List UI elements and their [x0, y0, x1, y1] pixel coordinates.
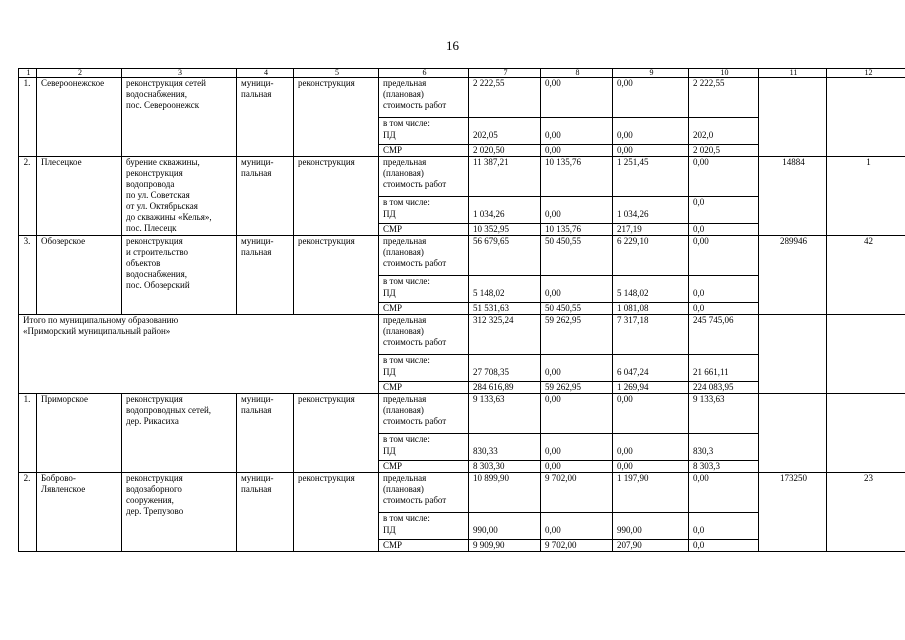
- column-12-value: 23: [827, 473, 905, 552]
- column-number: 11: [759, 69, 827, 78]
- cost-value: [689, 434, 759, 447]
- cost-value: 217,19: [613, 224, 689, 236]
- cost-value: 0,0: [689, 303, 759, 315]
- column-number: 3: [122, 69, 237, 78]
- cost-value: 1 269,94: [613, 382, 689, 394]
- cost-value: 0,00: [613, 145, 689, 157]
- cost-value: 0,00: [613, 461, 689, 473]
- cost-value: 0,00: [541, 78, 613, 118]
- cost-value: 2 222,55: [689, 78, 759, 118]
- column-number: 1: [19, 69, 37, 78]
- row-number: 1.: [19, 78, 37, 157]
- cost-value: 51 531,63: [469, 303, 541, 315]
- cost-label-including: в том числе:: [379, 513, 469, 526]
- cost-label-planned: предельная (плановая) стоимость работ: [379, 315, 469, 355]
- cost-value: 8 303,3: [689, 461, 759, 473]
- cost-value: 0,00: [613, 130, 689, 145]
- cost-value: 1 034,26: [613, 209, 689, 224]
- column-number: 9: [613, 69, 689, 78]
- cost-value: 0,00: [689, 157, 759, 197]
- column-number: 4: [237, 69, 294, 78]
- cost-value: 1 081,08: [613, 303, 689, 315]
- table-row: [19, 236, 905, 276]
- cost-value: 1 197,90: [613, 473, 689, 513]
- column-number: 5: [294, 69, 379, 78]
- municipality-name: Боброво- Лявленское: [37, 473, 122, 552]
- cost-value: 10 135,76: [541, 157, 613, 197]
- cost-value: [469, 434, 541, 447]
- column-number: 12: [827, 69, 905, 78]
- cost-value: 207,90: [613, 540, 689, 552]
- column-11-value: 14884: [759, 157, 827, 236]
- row-number: 2.: [19, 473, 37, 552]
- cost-value: [689, 209, 759, 224]
- cost-value: [689, 118, 759, 131]
- cost-label-including: в том числе:: [379, 434, 469, 447]
- cost-value: 830,3: [689, 446, 759, 461]
- cost-value: 6 047,24: [613, 367, 689, 382]
- column-12-value: [827, 78, 905, 157]
- cost-label-planned: предельная (плановая) стоимость работ: [379, 157, 469, 197]
- cost-value: 7 317,18: [613, 315, 689, 355]
- cost-value: [541, 118, 613, 131]
- column-12-value: 1: [827, 157, 905, 236]
- cost-label-smr: СМР: [379, 540, 469, 552]
- cost-value: [689, 513, 759, 526]
- cost-value: [613, 434, 689, 447]
- cost-label-smr: СМР: [379, 145, 469, 157]
- cost-value: 830,33: [469, 446, 541, 461]
- column-12-value: [827, 394, 905, 473]
- cost-value: 1 251,45: [613, 157, 689, 197]
- table-row: [19, 78, 905, 118]
- cost-value: [613, 197, 689, 210]
- work-type: реконструкция: [294, 157, 379, 236]
- cost-value: 245 745,06: [689, 315, 759, 355]
- column-number-row: [19, 69, 905, 78]
- cost-value: 990,00: [469, 525, 541, 540]
- ownership-type: муници- пальная: [237, 394, 294, 473]
- cost-value: 0,0: [689, 525, 759, 540]
- column-number: 6: [379, 69, 469, 78]
- cost-label-including: в том числе:: [379, 118, 469, 131]
- column-11-value: 173250: [759, 473, 827, 552]
- cost-value: 9 909,90: [469, 540, 541, 552]
- table-row: [19, 157, 905, 197]
- cost-value: 11 387,21: [469, 157, 541, 197]
- row-number: 3.: [19, 236, 37, 315]
- cost-value: [613, 355, 689, 368]
- cost-value: 0,00: [541, 394, 613, 434]
- total-label: Итого по муниципальному образованию «Приморский муниципальный район»: [19, 315, 379, 394]
- cost-label-planned: предельная (плановая) стоимость работ: [379, 473, 469, 513]
- cost-value: [469, 513, 541, 526]
- project-description: реконструкция и строительство объектов водоснабжения, пос. Обозерский: [122, 236, 237, 315]
- cost-value: [469, 276, 541, 289]
- cost-value: 0,00: [541, 446, 613, 461]
- work-type: реконструкция: [294, 236, 379, 315]
- cost-value: [689, 355, 759, 368]
- cost-value: 0,00: [541, 130, 613, 145]
- cost-value: 0,00: [613, 446, 689, 461]
- cost-label-including: в том числе:: [379, 197, 469, 210]
- column-12-value: 42: [827, 236, 905, 315]
- project-description: реконструкция водопроводных сетей, дер. Рикасиха: [122, 394, 237, 473]
- work-type: реконструкция: [294, 394, 379, 473]
- project-description: бурение скважины, реконструкция водопровода по ул. Советская от ул. Октябрьская до скважины «Келья», пос. Плесецк: [122, 157, 237, 236]
- cost-value: 202,05: [469, 130, 541, 145]
- cost-value: 0,0: [689, 224, 759, 236]
- cost-value: 5 148,02: [613, 288, 689, 303]
- cost-value: 0,0: [689, 288, 759, 303]
- row-number: 1.: [19, 394, 37, 473]
- cost-value: 0,00: [541, 461, 613, 473]
- cost-label-pd: ПД: [379, 525, 469, 540]
- cost-value: 0,00: [541, 525, 613, 540]
- cost-value: 27 708,35: [469, 367, 541, 382]
- cost-value: [689, 276, 759, 289]
- cost-value: [469, 118, 541, 131]
- column-11-value: 289946: [759, 236, 827, 315]
- cost-label-pd: ПД: [379, 367, 469, 382]
- cost-value: [613, 276, 689, 289]
- cost-value: [469, 355, 541, 368]
- cost-label-smr: СМР: [379, 461, 469, 473]
- row-number: 2.: [19, 157, 37, 236]
- cost-value: [541, 513, 613, 526]
- cost-label-including: в том числе:: [379, 276, 469, 289]
- cost-label-pd: ПД: [379, 288, 469, 303]
- cost-label-pd: ПД: [379, 130, 469, 145]
- cost-value: 0,00: [689, 473, 759, 513]
- cost-value: 284 616,89: [469, 382, 541, 394]
- cost-value: 9 702,00: [541, 540, 613, 552]
- cost-value: 8 303,30: [469, 461, 541, 473]
- cost-value: 59 262,95: [541, 382, 613, 394]
- cost-value: [541, 197, 613, 210]
- table-row: [19, 473, 905, 513]
- column-11-value: [759, 315, 827, 394]
- work-type: реконструкция: [294, 78, 379, 157]
- column-11-value: [759, 78, 827, 157]
- cost-value: 0,00: [541, 367, 613, 382]
- cost-label-pd: ПД: [379, 446, 469, 461]
- municipality-name: Плесецкое: [37, 157, 122, 236]
- cost-label-pd: ПД: [379, 209, 469, 224]
- cost-value: 1 034,26: [469, 209, 541, 224]
- cost-value: 0,00: [613, 78, 689, 118]
- project-description: реконструкция сетей водоснабжения, пос. Североонежск: [122, 78, 237, 157]
- cost-value: 5 148,02: [469, 288, 541, 303]
- cost-label-including: в том числе:: [379, 355, 469, 368]
- cost-value: 0,00: [541, 209, 613, 224]
- ownership-type: муници- пальная: [237, 78, 294, 157]
- ownership-type: муници- пальная: [237, 157, 294, 236]
- cost-value: 0,00: [541, 145, 613, 157]
- work-type: реконструкция: [294, 473, 379, 552]
- cost-value: 9 133,63: [469, 394, 541, 434]
- cost-value: 2 020,5: [689, 145, 759, 157]
- cost-value: 10 899,90: [469, 473, 541, 513]
- cost-value: 0,0: [689, 197, 759, 210]
- cost-value: 224 083,95: [689, 382, 759, 394]
- column-number: 10: [689, 69, 759, 78]
- cost-label-smr: СМР: [379, 382, 469, 394]
- cost-value: 2 020,50: [469, 145, 541, 157]
- municipality-name: Приморское: [37, 394, 122, 473]
- municipality-name: Обозерское: [37, 236, 122, 315]
- cost-value: 10 352,95: [469, 224, 541, 236]
- cost-value: 0,00: [613, 394, 689, 434]
- ownership-type: муници- пальная: [237, 473, 294, 552]
- cost-value: 9 702,00: [541, 473, 613, 513]
- cost-value: [469, 197, 541, 210]
- column-number: 8: [541, 69, 613, 78]
- cost-value: [613, 118, 689, 131]
- column-12-value: [827, 315, 905, 394]
- cost-value: 50 450,55: [541, 303, 613, 315]
- cost-value: 0,00: [541, 288, 613, 303]
- project-description: реконструкция водозаборного сооружения, дер. Трепузово: [122, 473, 237, 552]
- table-row: [19, 394, 905, 434]
- cost-label-smr: СМР: [379, 303, 469, 315]
- cost-value: 990,00: [613, 525, 689, 540]
- cost-value: 59 262,95: [541, 315, 613, 355]
- municipality-name: Североонежское: [37, 78, 122, 157]
- cost-value: 21 661,11: [689, 367, 759, 382]
- cost-value: [613, 513, 689, 526]
- cost-label-planned: предельная (плановая) стоимость работ: [379, 394, 469, 434]
- column-number: 2: [37, 69, 122, 78]
- cost-value: [541, 355, 613, 368]
- cost-value: 202,0: [689, 130, 759, 145]
- cost-value: 2 222,55: [469, 78, 541, 118]
- cost-value: [541, 276, 613, 289]
- cost-value: 50 450,55: [541, 236, 613, 276]
- column-number: 7: [469, 69, 541, 78]
- cost-value: 0,00: [689, 236, 759, 276]
- cost-label-smr: СМР: [379, 224, 469, 236]
- cost-value: [541, 434, 613, 447]
- cost-label-planned: предельная (плановая) стоимость работ: [379, 78, 469, 118]
- cost-value: 56 679,65: [469, 236, 541, 276]
- cost-value: 9 133,63: [689, 394, 759, 434]
- total-row: [19, 315, 905, 355]
- page-number: 16: [446, 38, 459, 53]
- ownership-type: муници- пальная: [237, 236, 294, 315]
- capital-works-table: [18, 68, 905, 552]
- cost-value: 312 325,24: [469, 315, 541, 355]
- column-11-value: [759, 394, 827, 473]
- cost-label-planned: предельная (плановая) стоимость работ: [379, 236, 469, 276]
- cost-value: 10 135,76: [541, 224, 613, 236]
- cost-value: 0,0: [689, 540, 759, 552]
- cost-value: 6 229,10: [613, 236, 689, 276]
